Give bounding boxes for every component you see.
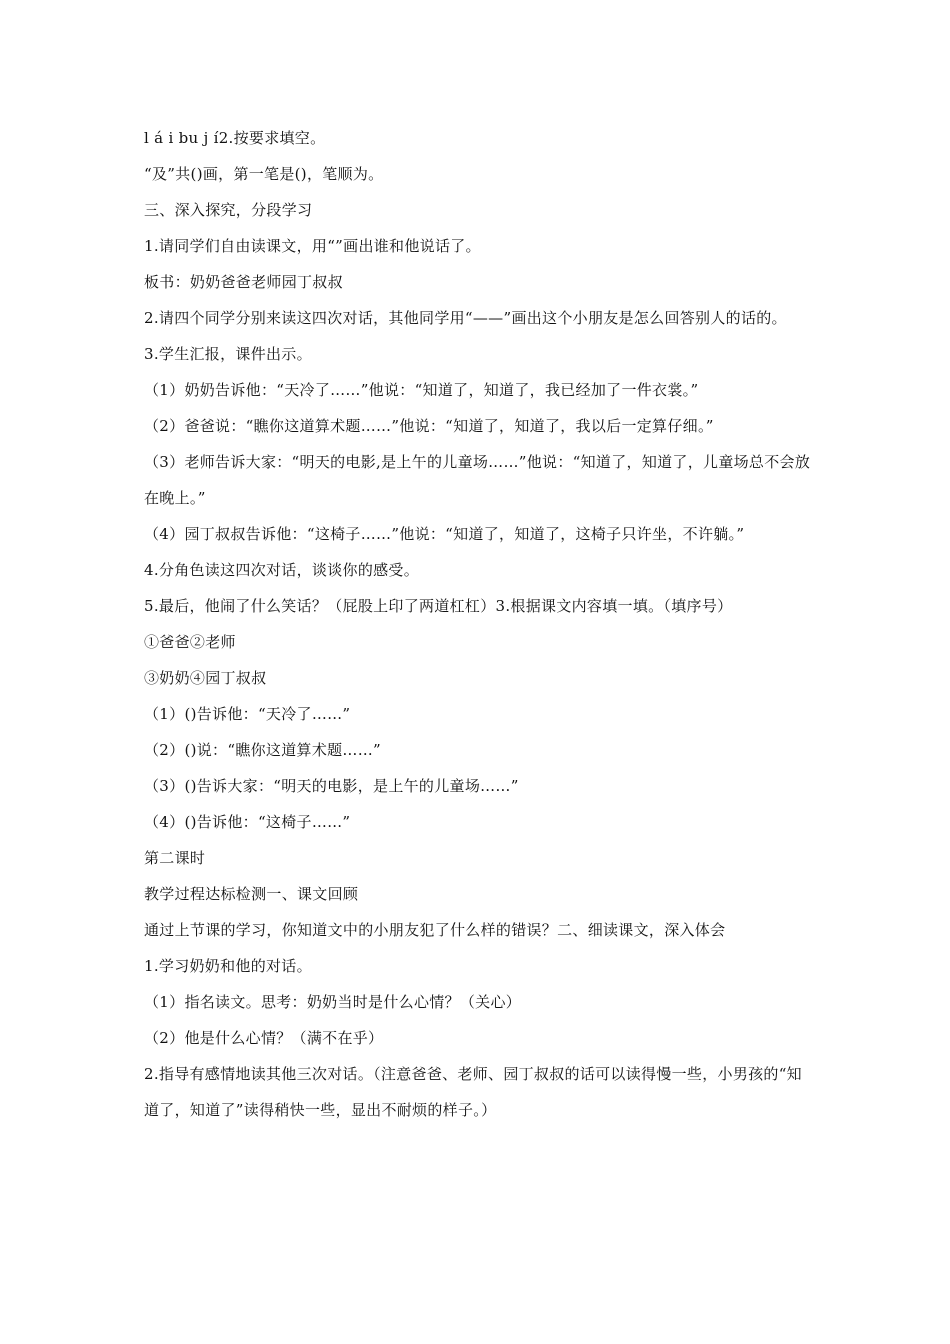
- text-line: 板书：奶奶爸爸老师园丁叔叔: [144, 273, 343, 291]
- text-paragraph: （3）老师告诉大家：“明天的电影,是上午的儿童场……”他说：“知道了，知道了，儿童场总不会放在晚上。”: [144, 453, 811, 507]
- text-line: 1.学习奶奶和他的对话。: [144, 957, 312, 975]
- text-line: 4.分角色读这四次对话，谈谈你的感受。: [144, 561, 420, 579]
- text-line: “及”共()画，第一笔是()，笔顺为。: [144, 165, 384, 183]
- section-heading: 三、深入探究，分段学习: [144, 201, 313, 219]
- text-line: （2）他是什么心情？（满不在乎）: [144, 1029, 384, 1047]
- text-line: 教学过程达标检测一、课文回顾: [144, 885, 359, 903]
- document-page: [144, 120, 814, 1128]
- text-paragraph: （4）园丁叔叔告诉他：“这椅子……”他说：“知道了，知道了，这椅子只许坐，不许躺。”: [144, 525, 745, 543]
- text-line: （1）奶奶告诉他：“天冷了……”他说：“知道了，知道了，我已经加了一件衣裳。”: [144, 381, 699, 399]
- section-heading: 第二课时: [144, 849, 206, 867]
- text-line: 通过上节课的学习，你知道文中的小朋友犯了什么样的错误？二、细读课文，深入体会: [144, 921, 726, 939]
- text-line: （1）指名读文。思考：奶奶当时是什么心情？（关心）: [144, 993, 522, 1011]
- text-line: （4）()告诉他：“这椅子……”: [144, 813, 351, 831]
- text-line: （3）()告诉大家：“明天的电影，是上午的儿童场……”: [144, 777, 519, 795]
- text-line: l á i bu j í2.按要求填空。: [144, 129, 326, 147]
- text-line: （1）()告诉他：“天冷了……”: [144, 705, 351, 723]
- text-line: （2）()说：“瞧你这道算术题……”: [144, 741, 381, 759]
- text-paragraph: 2.指导有感情地读其他三次对话。（注意爸爸、老师、园丁叔叔的话可以读得慢一些，小男孩的“知道了，知道了”读得稍快一些，显出不耐烦的样子。）: [144, 1065, 802, 1119]
- text-line: ①爸爸②老师: [144, 633, 236, 651]
- text-paragraph: 2.请四个同学分别来读这四次对话，其他同学用“——”画出这个小朋友是怎么回答别人的话的。: [144, 309, 787, 327]
- text-line: （2）爸爸说：“瞧你这道算术题……”他说：“知道了，知道了，我以后一定算仔细。”: [144, 417, 714, 435]
- text-line: 3.学生汇报，课件出示。: [144, 345, 312, 363]
- text-line: 1.请同学们自由读课文，用“”画出谁和他说话了。: [144, 237, 481, 255]
- text-line: 5.最后，他闹了什么笑话？（屁股上印了两道杠杠）3.根据课文内容填一填。（填序号）: [144, 597, 733, 615]
- text-line: ③奶奶④园丁叔叔: [144, 669, 267, 687]
